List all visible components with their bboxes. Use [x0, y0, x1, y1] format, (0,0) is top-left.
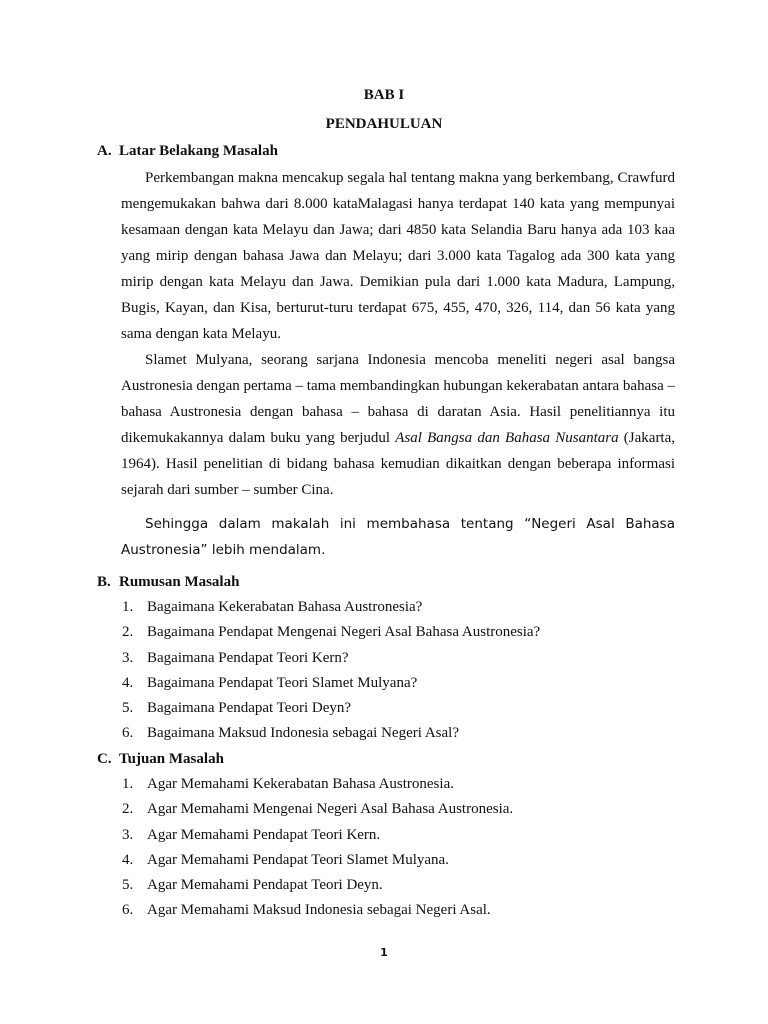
objective-list: [122, 772, 513, 924]
section-b-letter: B.: [97, 574, 111, 590]
list-item-text: Agar Memahami Mengenai Negeri Asal Bahasa Austronesia.: [147, 801, 514, 818]
list-item: [122, 696, 540, 721]
page-number: 1: [380, 946, 388, 959]
section-c-heading: [97, 751, 224, 768]
list-item-text: Bagaimana Kekerabatan Bahasa Austronesia?: [147, 599, 423, 615]
list-item-number: 4.: [122, 851, 134, 868]
list-item: [122, 620, 540, 645]
section-c-letter: C.: [97, 751, 112, 767]
list-item-number: 6.: [122, 725, 134, 742]
section-c-title: Tujuan Masalah: [119, 751, 224, 767]
list-item-number: 4.: [122, 674, 134, 691]
list-item-text: Agar Memahami Pendapat Teori Deyn.: [147, 877, 383, 894]
list-item: [122, 823, 513, 848]
list-item-number: 5.: [122, 700, 134, 717]
background-paragraph-3: Sehingga dalam makalah ini membahasa tentang “Negeri Asal Bahasa Austronesia” lebih mendalam.: [121, 516, 675, 558]
list-item-text: Bagaimana Pendapat Teori Slamet Mulyana?: [147, 674, 418, 691]
list-item-number: 2.: [122, 801, 134, 818]
paragraph-2-text-before: Slamet Mulyana, seorang sarjana Indonesia mencoba meneliti negeri asal bangsa Austronesia dengan pertama – tama membandingkan hubungan kekerabatan antara bahasa – bahasa Austronesia dengan bahasa – bahasa di daratan Asia. Hasil penelitiannya itu dikemukakannya dalam buku yang berjudul: [121, 352, 675, 446]
section-b-heading: [97, 574, 239, 591]
list-item-number: 6.: [122, 902, 134, 919]
list-item-number: 3.: [122, 649, 134, 666]
list-item: [122, 772, 513, 797]
section-a-heading: [97, 143, 278, 160]
book-title: Asal Bangsa dan Bahasa Nusantara: [395, 430, 619, 446]
list-item: [122, 646, 540, 671]
list-item-number: 1.: [122, 599, 134, 615]
list-item-text: Bagaimana Maksud Indonesia sebagai Negeri Asal?: [147, 725, 459, 742]
list-item: [122, 721, 540, 746]
chapter-number: BAB I: [363, 87, 405, 103]
list-item-text: Agar Memahami Kekerabatan Bahasa Austronesia.: [147, 776, 454, 792]
list-item-text: Bagaimana Pendapat Teori Kern?: [147, 649, 349, 666]
section-a-title: Latar Belakang Masalah: [119, 143, 278, 159]
list-item-number: 2.: [122, 624, 134, 641]
list-item-text: Agar Memahami Pendapat Teori Kern.: [147, 826, 381, 843]
list-item-text: Agar Memahami Maksud Indonesia sebagai Negeri Asal.: [147, 902, 491, 919]
list-item: [122, 595, 540, 620]
list-item: [122, 671, 540, 696]
chapter-title: PENDAHULUAN: [325, 116, 443, 132]
list-item-text: Bagaimana Pendapat Mengenai Negeri Asal Bahasa Austronesia?: [147, 624, 541, 641]
background-paragraph-1: Perkembangan makna mencakup segala hal tentang makna yang berkembang, Crawfurd mengemukakan bahwa dari 8.000 kataMalagasi hanya terdapat 140 kata yang mempunyai kesamaan dengan kata Melayu dan Jawa; dari 4850 kata Selandia Baru hanya ada 103 kaa yang mirip dengan bahasa Jawa dan Melayu; dari 3.000 kata Tagalog ada 300 kata yang mirip dengan kata Melayu dan Jawa. Demikian pula dari 1.000 kata Madura, Lampung, Bugis, Kayan, dan Kisa, berturut-turu terdapat 675, 455, 470, 326, 114, dan 56 kata yang sama dengan kata Melayu.: [121, 170, 675, 342]
background-paragraph-2: [121, 347, 675, 503]
list-item-text: Agar Memahami Pendapat Teori Slamet Mulyana.: [147, 851, 449, 868]
list-item: [122, 797, 513, 822]
list-item-number: 3.: [122, 826, 134, 843]
list-item: [122, 848, 513, 873]
section-b-title: Rumusan Masalah: [119, 574, 240, 590]
list-item-text: Bagaimana Pendapat Teori Deyn?: [147, 700, 352, 717]
section-a-letter: A.: [97, 143, 112, 159]
list-item-number: 5.: [122, 877, 134, 894]
problem-list: [122, 595, 540, 747]
list-item: [122, 898, 513, 923]
list-item: [122, 873, 513, 898]
paragraph-2-text-after: (Jakarta, 1964). Hasil penelitian di bidang bahasa kemudian dikaitkan dengan beberapa informasi sejarah dari sumber – sumber Cina.: [121, 430, 676, 498]
list-item-number: 1.: [122, 776, 134, 792]
